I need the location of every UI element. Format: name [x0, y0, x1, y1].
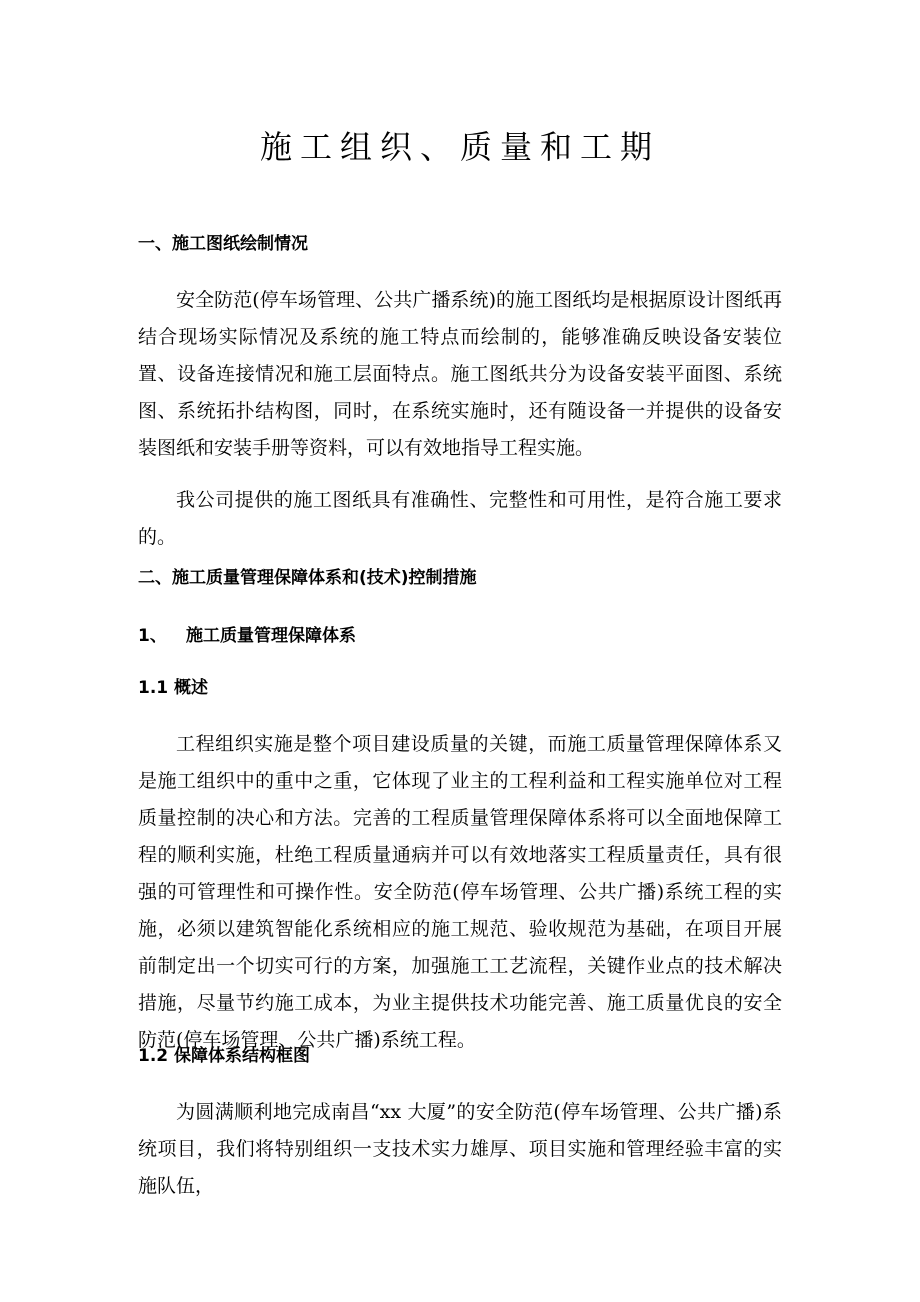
- subsection-heading-overview: 1.1 概述: [138, 678, 209, 698]
- document-title: 施工组织、质量和工期: [259, 128, 660, 166]
- section-heading-quality-system: 二、施工质量管理保障体系和(技术)控制措施: [138, 568, 477, 588]
- subsection-heading-structure-diagram: 1.2 保障体系结构框图: [138, 1046, 311, 1066]
- subsection-number: 1、: [138, 626, 167, 646]
- paragraph-drawings-description: 安全防范(停车场管理、公共广播系统)的施工图纸均是根据原设计图纸再结合现场实际情况及系统的施工特点而绘制的，能够准确反映设备安装位置、设备连接情况和施工层面特点。施工图纸共分为设备安装平面图、系统图、系统拓扑结构图，同时，在系统实施时，还有随设备一并提供的设备安装图纸和安装手册等资料，可以有效地指导工程实施。: [138, 289, 782, 459]
- paragraph-structure-diagram: 为圆满顺利地完成南昌“xx 大厦”的安全防范(停车场管理、公共广播)系统项目，我们将特别组织一支技术实力雄厚、项目实施和管理经验丰富的实施队伍，: [138, 1101, 782, 1197]
- subsection-heading-quality-assurance: [138, 624, 356, 648]
- paragraph-drawings-conclusion: 我公司提供的施工图纸具有准确性、完整性和可用性，是符合施工要求的。: [138, 489, 782, 548]
- paragraph-overview: 工程组织实施是整个项目建设质量的关键，而施工质量管理保障体系又是施工组织中的重中之重，它体现了业主的工程利益和工程实施单位对工程质量控制的决心和方法。完善的工程质量管理保障体系将可以全面地保障工程的顺利实施，杜绝工程质量通病并可以有效地落实工程质量责任，具有很强的可管理性和可操作性。安全防范(停车场管理、公共广播)系统工程的实施，必须以建筑智能化系统相应的施工规范、验收规范为基础，在项目开展前制定出一个切实可行的方案，加强施工工艺流程，关键作业点的技术解决措施，尽量节约施工成本，为业主提供技术功能完善、施工质量优良的安全防范(停车场管理、公共广播)系统工程。: [138, 733, 782, 1051]
- section-heading-drawings: 一、施工图纸绘制情况: [138, 234, 308, 254]
- subsection-title: 施工质量管理保障体系: [186, 626, 356, 646]
